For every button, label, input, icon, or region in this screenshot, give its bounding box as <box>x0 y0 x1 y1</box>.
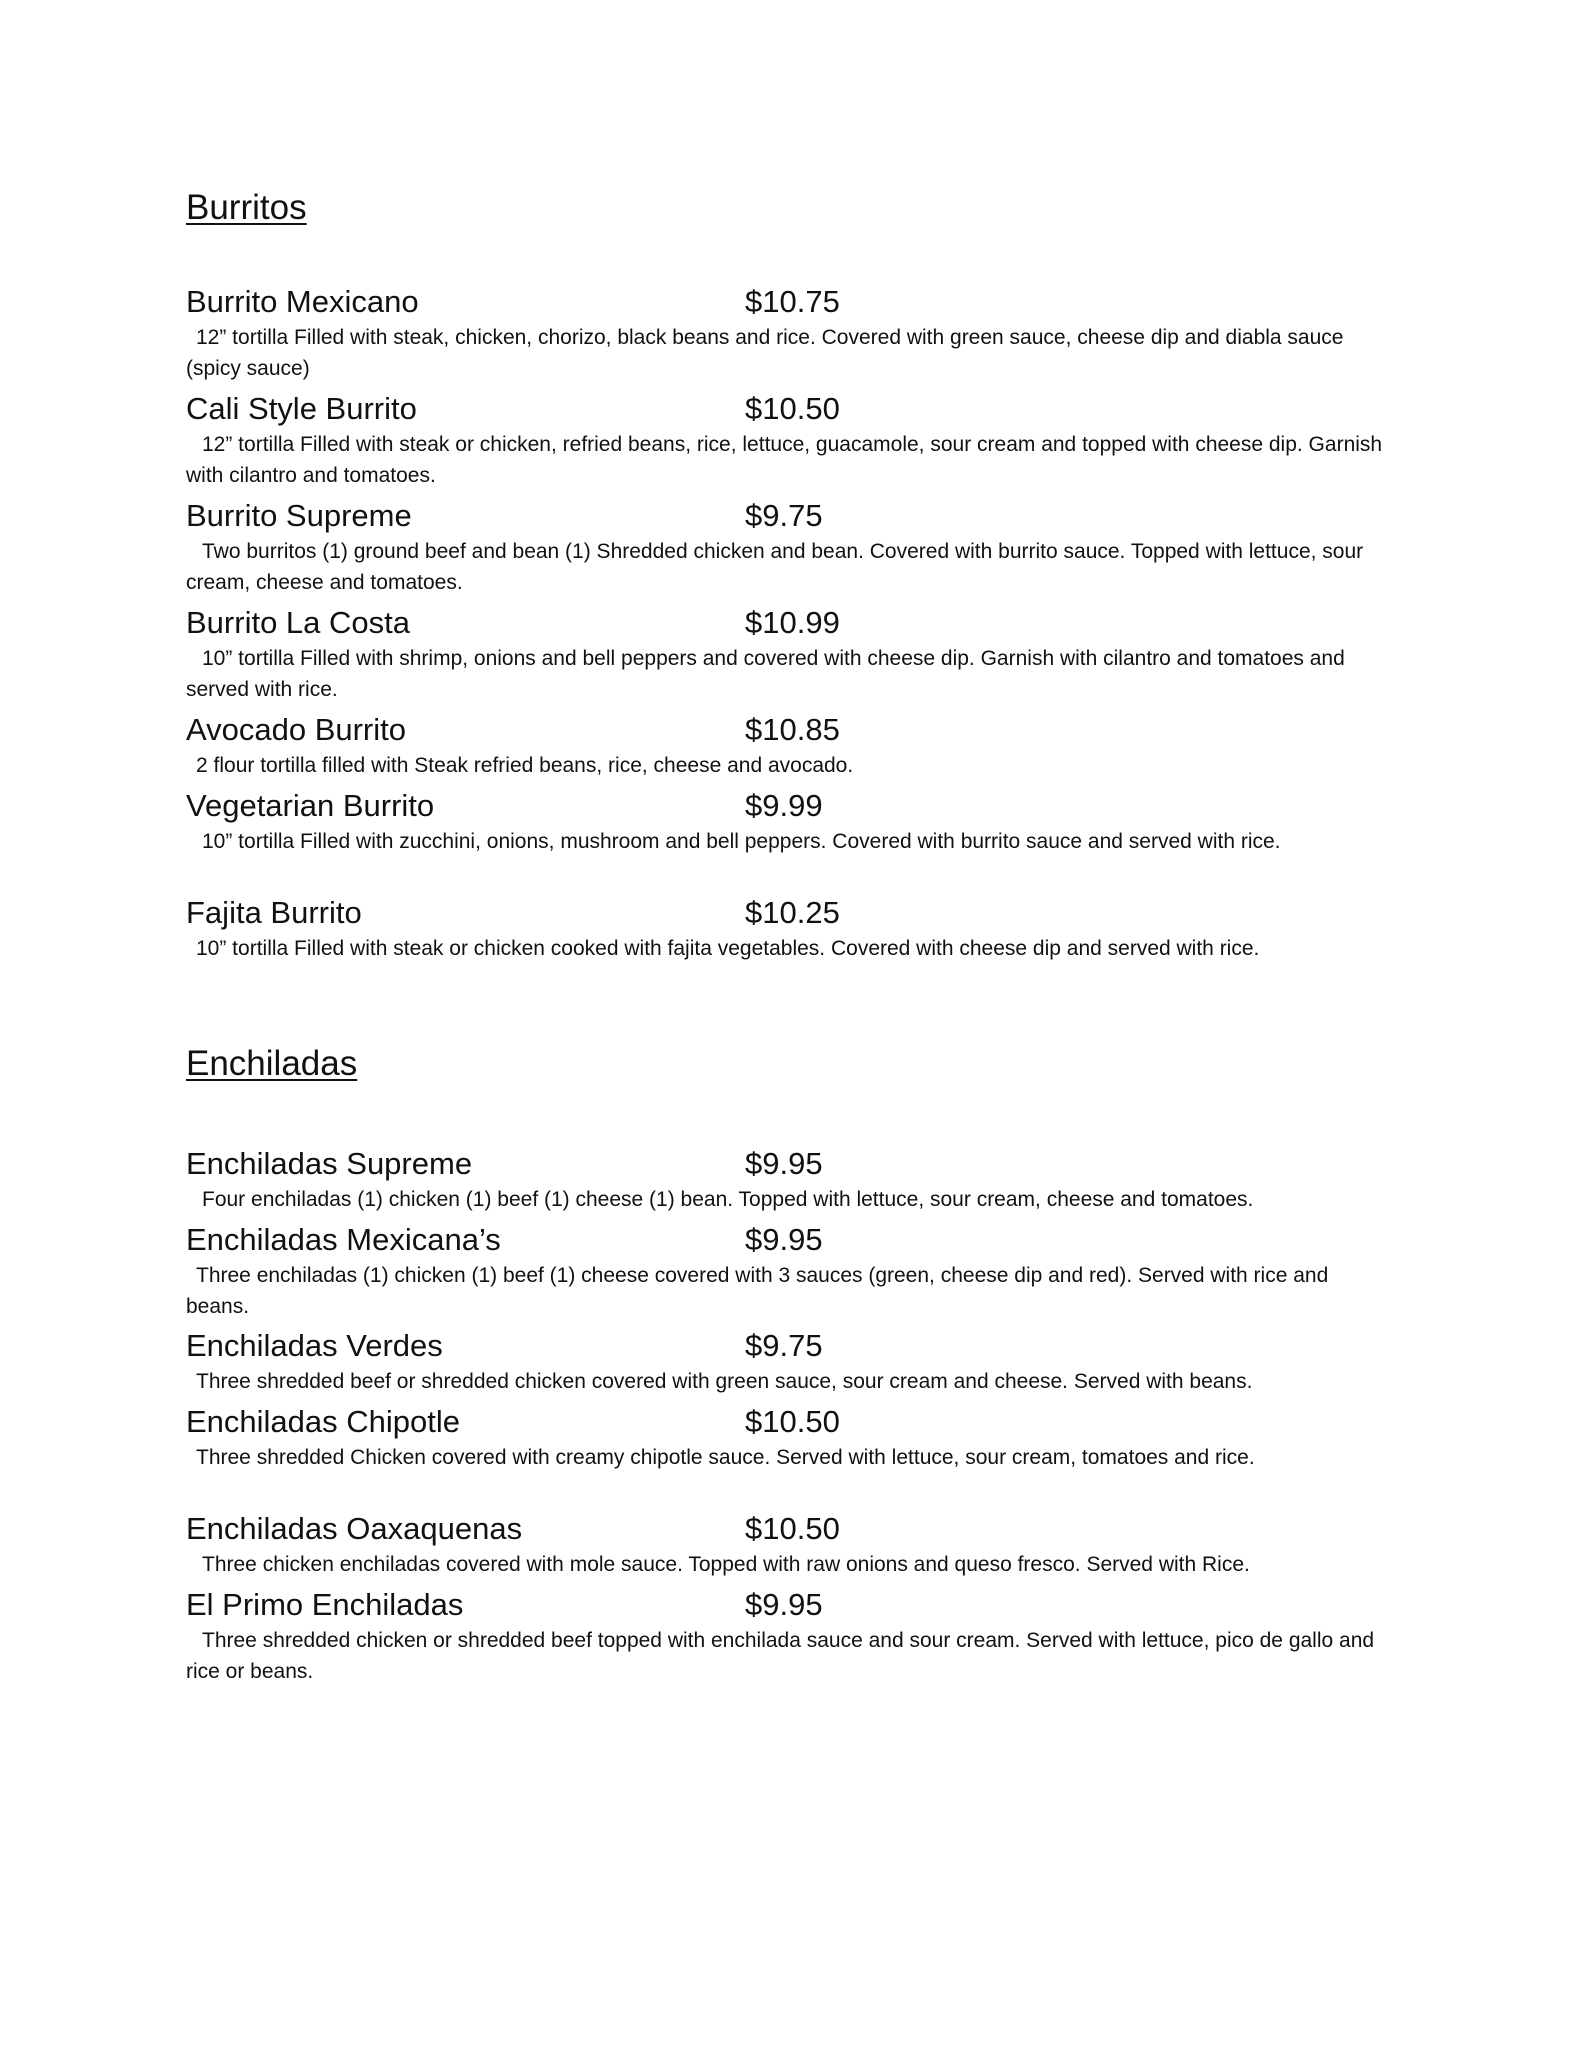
item-price: $9.99 <box>745 788 823 823</box>
section-title-burritos: Burritos <box>186 188 307 227</box>
item-name: Enchiladas Verdes <box>186 1328 443 1363</box>
item-description: Three shredded beef or shredded chicken covered with green sauce, sour cream and cheese. Served with beans. <box>196 1370 1253 1393</box>
item-price: $10.99 <box>745 605 840 640</box>
item-name: Enchiladas Mexicana’s <box>186 1222 501 1257</box>
item-description: Three enchiladas (1) chicken (1) beef (1) cheese covered with 3 sauces (green, cheese dip and red). Served with rice and beans. <box>186 1264 1329 1318</box>
item-description: Three shredded chicken or shredded beef topped with enchilada sauce and sour cream. Served with lettuce, pico de gallo and rice or beans. <box>186 1629 1375 1683</box>
item-name: Burrito Mexicano <box>186 284 419 319</box>
menu-item-burrito-supreme <box>186 496 1396 598</box>
item-price: $9.95 <box>745 1146 823 1181</box>
item-price: $10.50 <box>745 1511 840 1546</box>
menu-item-cali-style-burrito <box>186 389 1396 491</box>
item-price: $9.75 <box>745 498 823 533</box>
menu-item-burrito-la-costa <box>186 603 1396 705</box>
item-description: 10” tortilla Filled with zucchini, onions, mushroom and bell peppers. Covered with burrito sauce and served with rice. <box>202 830 1281 853</box>
menu-item-enchiladas-supreme <box>186 1144 1396 1215</box>
item-price: $9.95 <box>745 1587 823 1622</box>
menu-item-fajita-burrito <box>186 893 1396 964</box>
item-description: Three chicken enchiladas covered with mole sauce. Topped with raw onions and queso fresco. Served with Rice. <box>202 1553 1250 1576</box>
menu-item-burrito-mexicano <box>186 282 1396 384</box>
menu-item-el-primo-enchiladas <box>186 1585 1396 1687</box>
item-description: 10” tortilla Filled with shrimp, onions and bell peppers and covered with cheese dip. Garnish with cilantro and tomatoes and served with rice. <box>186 647 1345 701</box>
item-description: 12” tortilla Filled with steak, chicken, chorizo, black beans and rice. Covered with green sauce, cheese dip and diabla sauce (spicy sauce) <box>186 326 1344 380</box>
item-name: Enchiladas Oaxaquenas <box>186 1511 523 1546</box>
section-title-enchiladas: Enchiladas <box>186 1044 358 1083</box>
item-name: El Primo Enchiladas <box>186 1587 464 1622</box>
item-price: $10.85 <box>745 712 840 747</box>
item-price: $10.75 <box>745 284 840 319</box>
item-name: Enchiladas Chipotle <box>186 1404 461 1439</box>
menu-item-vegetarian-burrito <box>186 786 1396 857</box>
menu-item-enchiladas-mexicanas <box>186 1220 1396 1322</box>
item-description: 10” tortilla Filled with steak or chicken cooked with fajita vegetables. Covered with cheese dip and served with rice. <box>196 937 1260 960</box>
item-description: Three shredded Chicken covered with creamy chipotle sauce. Served with lettuce, sour cream, tomatoes and rice. <box>196 1446 1255 1469</box>
menu-item-enchiladas-verdes <box>186 1326 1396 1397</box>
item-name: Enchiladas Supreme <box>186 1146 473 1181</box>
menu-item-enchiladas-chipotle <box>186 1402 1396 1473</box>
item-price: $9.75 <box>745 1328 823 1363</box>
menu-item-avocado-burrito <box>186 710 1396 781</box>
item-description: Four enchiladas (1) chicken (1) beef (1) cheese (1) bean. Topped with lettuce, sour cream, cheese and tomatoes. <box>202 1188 1254 1211</box>
item-name: Burrito La Costa <box>186 605 410 640</box>
item-name: Burrito Supreme <box>186 498 412 533</box>
item-price: $10.50 <box>745 1404 840 1439</box>
item-name: Avocado Burrito <box>186 712 406 747</box>
menu-item-enchiladas-oaxaquenas <box>186 1509 1396 1580</box>
item-description: 2 flour tortilla filled with Steak refried beans, rice, cheese and avocado. <box>196 754 854 777</box>
item-name: Fajita Burrito <box>186 895 362 930</box>
item-price: $10.25 <box>745 895 840 930</box>
item-name: Cali Style Burrito <box>186 391 417 426</box>
item-price: $10.50 <box>745 391 840 426</box>
item-description: Two burritos (1) ground beef and bean (1) Shredded chicken and bean. Covered with burrito sauce. Topped with lettuce, sour cream, cheese and tomatoes. <box>186 540 1364 594</box>
item-description: 12” tortilla Filled with steak or chicken, refried beans, rice, lettuce, guacamole, sour cream and topped with cheese dip. Garnish with cilantro and tomatoes. <box>186 433 1383 487</box>
item-name: Vegetarian Burrito <box>186 788 435 823</box>
item-price: $9.95 <box>745 1222 823 1257</box>
